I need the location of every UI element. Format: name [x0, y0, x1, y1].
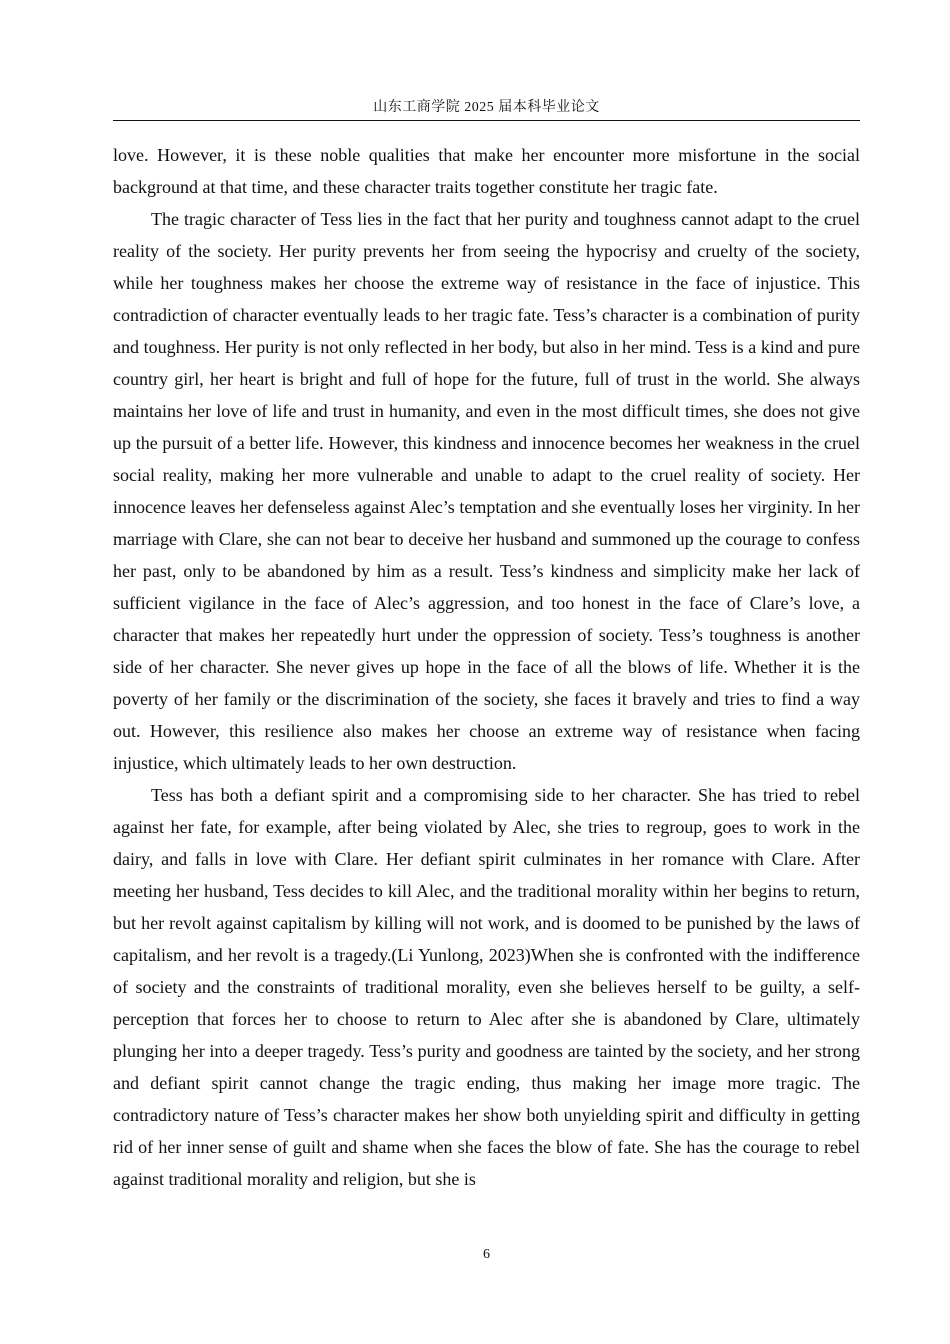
paragraph: Tess has both a defiant spirit and a compromising side to her character. She has tried to rebel against her fate, for example, after being violated by Alec, she tries to regroup, goes to work in the dairy, and falls in love with Clare. Her defiant spirit culminates in her romance with Clare. After meeting her husband, Tess decides to kill Alec, and the traditional morality within her begins to return, but her revolt against capitalism by killing will not work, and is doomed to be punished by the laws of capitalism, and her revolt is a tragedy.(Li Yunlong, 2023)When she is confronted with the indifference of society and the constraints of traditional morality, even she believes herself to be guilty, a self-perception that forces her to choose to return to Alec after she is abandoned by Clare, ultimately plunging her into a deeper tragedy. Tess’s purity and goodness are tainted by the society, and her strong and defiant spirit cannot change the tragic ending, thus making her image more tragic. The contradictory nature of Tess’s character makes her show both unyielding spirit and difficulty in getting rid of her inner sense of guilt and shame when she faces the blow of fate. She has the courage to rebel against traditional morality and religion, but she is — [113, 785, 860, 1189]
body-text — [113, 139, 860, 1195]
paragraph: The tragic character of Tess lies in the fact that her purity and toughness cannot adapt to the cruel reality of the society. Her purity prevents her from seeing the hypocrisy and cruelty of the society, while her toughness makes her choose the extreme way of resistance in the face of injustice. This contradiction of character eventually leads to her tragic fate. Tess’s character is a combination of purity and toughness. Her purity is not only reflected in her body, but also in her mind. Tess is a kind and pure country girl, her heart is bright and full of hope for the future, full of trust in the world. She always maintains her love of life and trust in humanity, and even in the most difficult times, she does not give up the pursuit of a better life. However, this kindness and innocence becomes her weakness in the cruel social reality, making her more vulnerable and unable to adapt to the cruel reality of society. Her innocence leaves her defenseless against Alec’s temptation and she eventually loses her virginity. In her marriage with Clare, she can not bear to deceive her husband and summoned up the courage to confess her past, only to be abandoned by him as a result. Tess’s kindness and simplicity make her lack of sufficient vigilance in the face of Alec’s aggression, and too honest in the face of Clare’s love, a character that makes her repeatedly hurt under the oppression of society. Tess’s toughness is another side of her character. She never gives up hope in the face of all the blows of life. Whether it is the poverty of her family or the discrimination of the society, she faces it bravely and tries to find a way out. However, this resilience also makes her choose an extreme way of resistance when facing injustice, which ultimately leads to her own destruction. — [113, 209, 860, 773]
header-divider — [113, 120, 860, 121]
page-number: 6 — [483, 1247, 490, 1262]
paragraph-continued: love. However, it is these noble qualities that make her encounter more misfortune in the social background at that time, and these character traits together constitute her tragic fate. — [113, 145, 860, 197]
running-header: 山东工商学院 2025 届本科毕业论文 — [373, 100, 600, 115]
